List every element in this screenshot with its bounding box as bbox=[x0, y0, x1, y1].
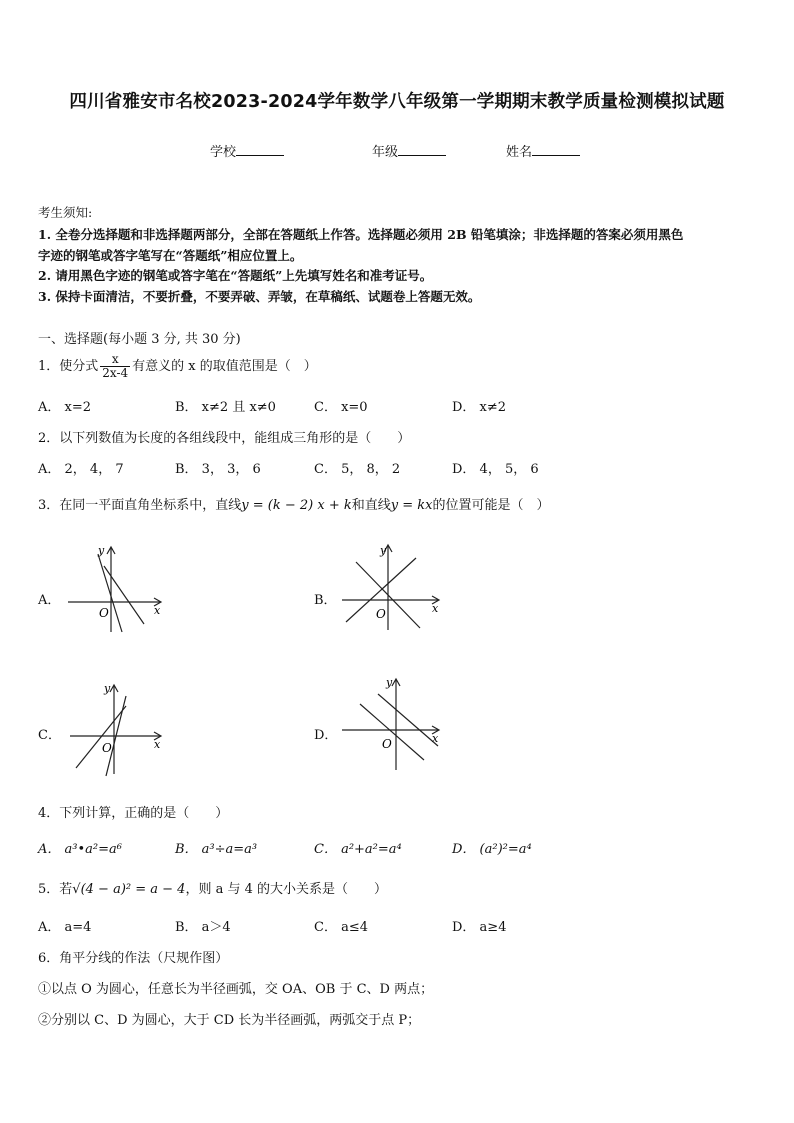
svg-text:x: x bbox=[154, 738, 161, 751]
q4-option-d[interactable]: D． (a²)²=a⁴ bbox=[452, 842, 532, 857]
q3-graph-a bbox=[64, 542, 174, 634]
q5-option-d[interactable]: D． a≥4 bbox=[452, 920, 507, 935]
exam-title: 四川省雅安市名校2023-2024学年数学八年级第一学期期末教学质量检测模拟试题 bbox=[69, 92, 725, 112]
grade-field bbox=[372, 141, 446, 160]
line-equation-1: y = (k − 2) x + k bbox=[241, 498, 352, 513]
notes-heading: 考生须知: bbox=[38, 205, 93, 220]
q1-option-c[interactable]: C． x=0 bbox=[314, 400, 368, 415]
svg-text:O: O bbox=[99, 606, 109, 620]
line-equation-2: y = kx bbox=[390, 498, 433, 513]
fraction: $\frac{x}{2x-4}$ bbox=[102, 352, 129, 380]
svg-text:O: O bbox=[376, 607, 386, 621]
question-6-stem: 6．角平分线的作法（尺规作图） bbox=[38, 951, 229, 966]
radical-expression: √(4 − a)² = a − 4 bbox=[72, 882, 186, 897]
q5-option-a[interactable]: A． a=4 bbox=[38, 920, 92, 935]
q3-option-d[interactable]: D． bbox=[314, 728, 338, 743]
notes-item-3: 3. 保持卡面清洁，不要折叠，不要弄破、弄皱，在草稿纸、试题卷上答题无效。 bbox=[38, 289, 481, 304]
svg-text:y: y bbox=[380, 544, 387, 557]
question-1-stem: 1．使分式 $\frac{x}{2x-4}$ 有意义的 x 的取值范围是（ ） bbox=[38, 352, 317, 380]
section-heading: 一、选择题(每小题 3 分, 共 30 分) bbox=[38, 332, 241, 347]
q5-option-b[interactable]: B． a＞4 bbox=[175, 920, 231, 935]
question-5-stem: 5．若√(4 − a)² = a − 4，则 a 与 4 的大小关系是（ ） bbox=[38, 882, 387, 897]
grade-label: 年级 bbox=[372, 145, 399, 160]
q4-option-c[interactable]: C． a²+a²=a⁴ bbox=[314, 842, 402, 857]
q2-option-c[interactable]: C． 5， 8， 2 bbox=[314, 462, 401, 477]
notes-item-1a: 1. 全卷分选择题和非选择题两部分，全部在答题纸上作答。选择题必须用 2B 铅笔填涂；非选择题的答案必须用黑色 bbox=[38, 227, 684, 242]
svg-text:y: y bbox=[104, 682, 111, 695]
svg-text:x: x bbox=[432, 602, 439, 615]
q4-option-a[interactable]: A． a³•a²=a⁶ bbox=[38, 842, 122, 857]
svg-text:x: x bbox=[432, 732, 439, 745]
q2-option-b[interactable]: B． 3， 3， 6 bbox=[175, 462, 261, 477]
q2-option-a[interactable]: A． 2， 4， 7 bbox=[38, 462, 124, 477]
svg-text:y: y bbox=[98, 544, 105, 557]
question-2-stem: 2．以下列数值为长度的各组线段中，能组成三角形的是（ ） bbox=[38, 431, 411, 446]
school-label: 学校 bbox=[210, 145, 237, 160]
notes-item-2: 2. 请用黑色字迹的钢笔或答字笔在“答题纸”上先填写姓名和准考证号。 bbox=[38, 268, 433, 283]
q3-graph-d bbox=[338, 674, 450, 774]
notes-item-1b: 字迹的钢笔或答字笔写在“答题纸”相应位置上。 bbox=[38, 248, 303, 263]
question-3-stem: 3．在同一平面直角坐标系中，直线y = (k − 2) x + k和直线y = kx的位置可能是（ ） bbox=[38, 498, 550, 513]
grade-blank[interactable] bbox=[398, 143, 446, 156]
q3-option-a[interactable]: A． bbox=[38, 593, 61, 608]
q1-option-b[interactable]: B． x≠2 且 x≠0 bbox=[175, 400, 276, 415]
q3-option-c[interactable]: C． bbox=[38, 728, 61, 743]
school-blank[interactable] bbox=[236, 143, 284, 156]
name-blank[interactable] bbox=[532, 143, 580, 156]
svg-text:O: O bbox=[382, 737, 392, 751]
q3-graph-c bbox=[64, 680, 174, 778]
name-label: 姓名 bbox=[506, 145, 533, 160]
name-field bbox=[506, 141, 580, 160]
question-4-stem: 4．下列计算，正确的是（ ） bbox=[38, 806, 229, 821]
q1-option-a[interactable]: A． x=2 bbox=[38, 400, 92, 415]
svg-text:y: y bbox=[386, 676, 393, 689]
q3-option-b[interactable]: B． bbox=[314, 593, 337, 608]
q5-option-c[interactable]: C． a≤4 bbox=[314, 920, 368, 935]
q1-option-d[interactable]: D． x≠2 bbox=[452, 400, 507, 415]
q6-step-1: ①以点 O 为圆心，任意长为半径画弧，交 OA、OB 于 C、D 两点； bbox=[38, 982, 434, 997]
school-field bbox=[210, 141, 284, 160]
q3-graph-b bbox=[338, 540, 450, 632]
q2-option-d[interactable]: D． 4， 5， 6 bbox=[452, 462, 539, 477]
svg-text:O: O bbox=[102, 741, 112, 755]
q4-option-b[interactable]: B． a³÷a=a³ bbox=[175, 842, 258, 857]
q6-step-2: ②分别以 C、D 为圆心，大于 CD 长为半径画弧，两弧交于点 P； bbox=[38, 1013, 421, 1028]
svg-text:x: x bbox=[154, 604, 161, 617]
